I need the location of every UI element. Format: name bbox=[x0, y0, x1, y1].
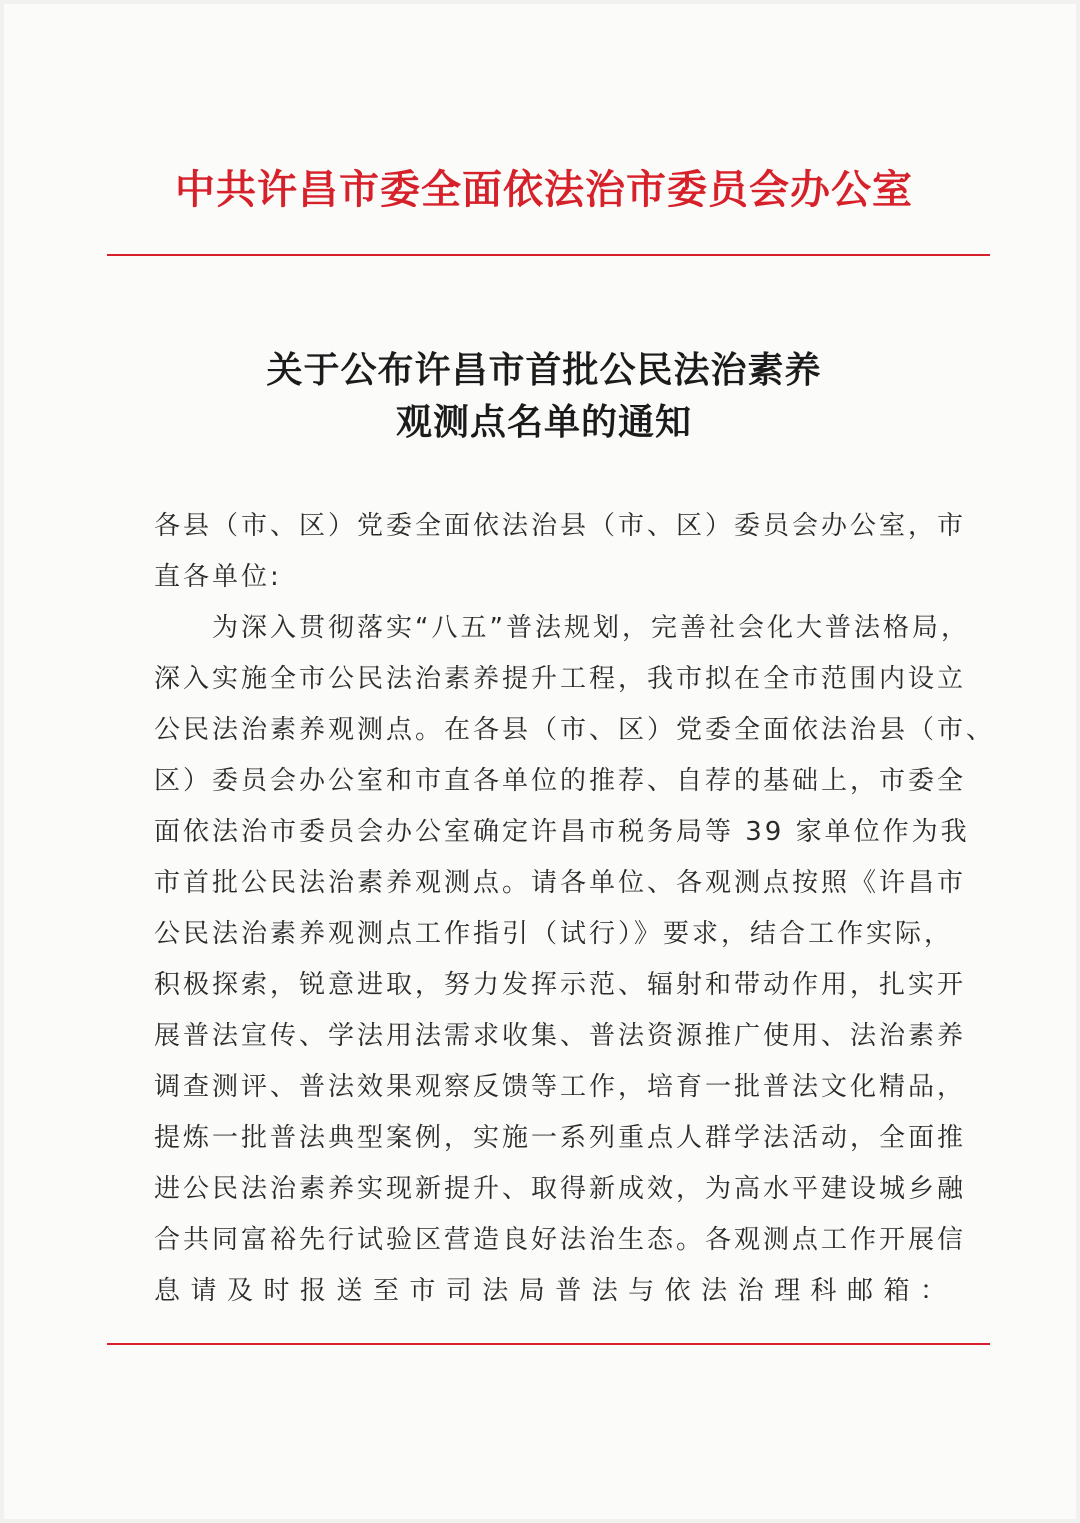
body-line-14: 进公民法治素养实现新提升、取得新成效，为高水平建设城乡融 bbox=[154, 1174, 967, 1204]
body-line-2: 直各单位: bbox=[154, 562, 282, 592]
header-divider bbox=[107, 254, 990, 256]
body-line-3: 为深入贯彻落实“八五”普法规划，完善社会化大普法格局， bbox=[154, 613, 970, 643]
body-line-4: 深入实施全市公民法治素养提升工程，我市拟在全市范围内设立 bbox=[154, 664, 967, 694]
body-line-1: 各县（市、区）党委全面依法治县（市、区）委员会办公室，市 bbox=[154, 511, 967, 541]
body-line-5: 公民法治素养观测点。在各县（市、区）党委全面依法治县（市、 bbox=[154, 715, 996, 745]
body-line-15: 合共同富裕先行试验区营造良好法治生态。各观测点工作开展信 bbox=[154, 1225, 967, 1255]
notice-title-line-2: 观测点名单的通知 bbox=[395, 401, 692, 443]
notice-title-line-1: 关于公布许昌市首批公民法治素养 bbox=[266, 349, 822, 391]
body-line-6: 区）委员会办公室和市直各单位的推荐、自荐的基础上，市委全 bbox=[154, 766, 967, 796]
body-line-13: 提炼一批普法典型案例，实施一系列重点人群学法活动，全面推 bbox=[154, 1123, 967, 1153]
body-line-9: 公民法治素养观测点工作指引（试行）》要求，结合工作实际， bbox=[154, 919, 954, 949]
body-line-10: 积极探索，锐意进取，努力发挥示范、辐射和带动作用，扎实开 bbox=[154, 970, 967, 1000]
body-line-12: 调查测评、普法效果观察反馈等工作，培育一批普法文化精品， bbox=[154, 1072, 967, 1102]
body-line-16: 息请及时报送至市司法局普法与依法治理科邮箱： bbox=[154, 1276, 949, 1306]
body-line-8: 市首批公民法治素养观测点。请各单位、各观测点按照《许昌市 bbox=[154, 868, 967, 898]
issuer-header: 中共许昌市委全面依法治市委员会办公室 bbox=[175, 166, 913, 213]
footer-divider bbox=[107, 1343, 990, 1345]
body-line-7: 面依法治市委员会办公室确定许昌市税务局等 39 家单位作为我 bbox=[154, 817, 970, 847]
body-line-11: 展普法宣传、学法用法需求收集、普法资源推广使用、法治素养 bbox=[154, 1021, 967, 1051]
